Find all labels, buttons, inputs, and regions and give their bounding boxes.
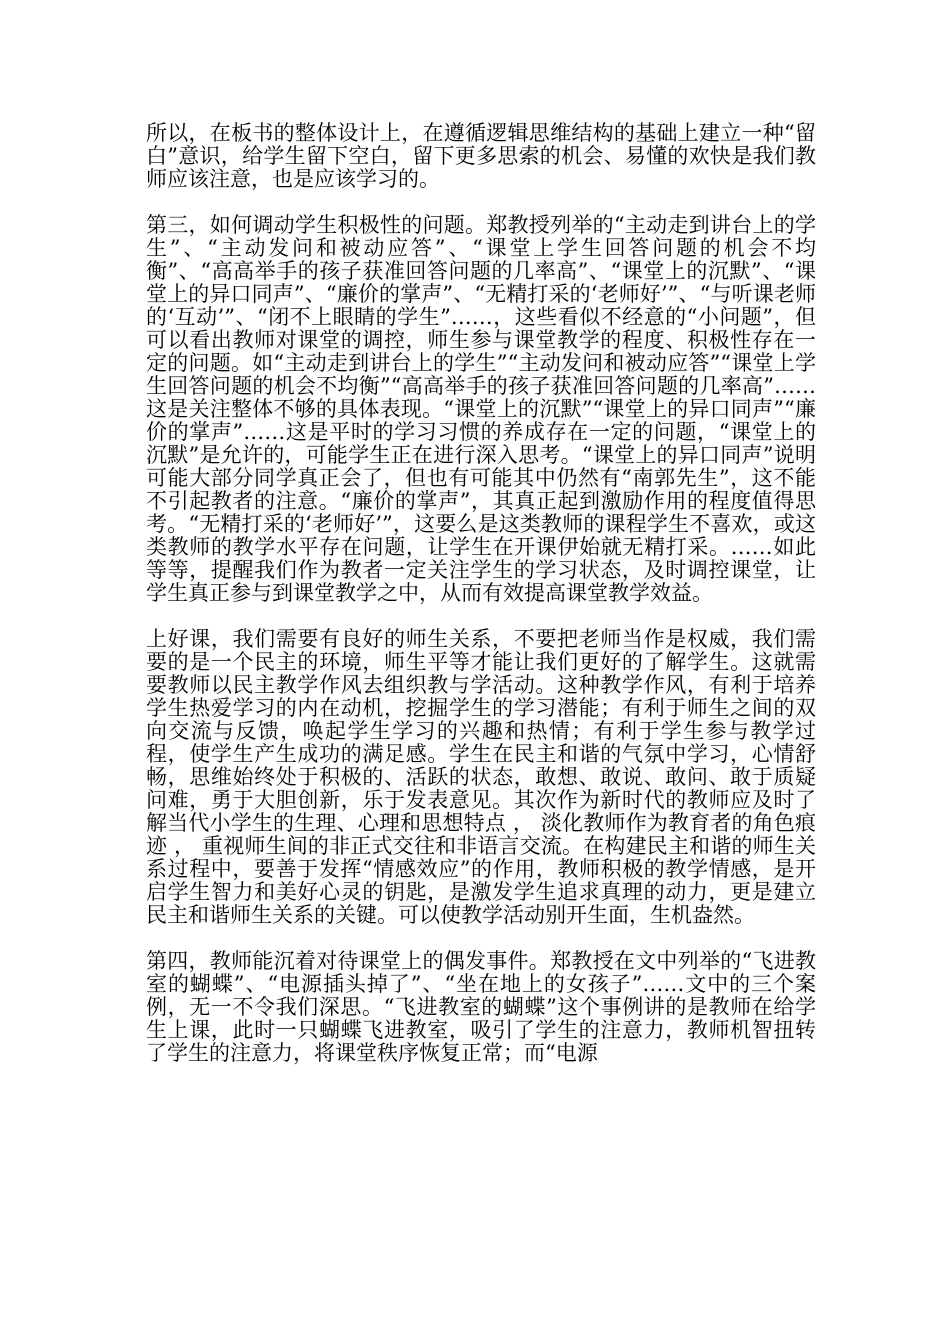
paragraph-fourth-classroom-incidents: 第四，教师能沉着对待课堂上的偶发事件。郑教授在文中列举的“飞进教室的蝴蝶”、“电源插头掉了”、“坐在地上的女孩子”……文中的三个案例，无一不令我们深思。“飞进教室的蝴蝶”这个事例讲的是教师在给学生上课，此时一只蝴蝶飞进教室，吸引了学生的注意力，教师机智扭转了学生的注意力，将课堂秩序恢复正常；而“电源 xyxy=(146,949,816,1065)
paragraph-third-student-engagement: 第三，如何调动学生积极性的问题。郑教授列举的“主动走到讲台上的学生”、“主动发问和被动应答”、“课堂上学生回答问题的机会不均衡”、“高高举手的孩子获准回答问题的几率高”、“课堂上的沉默”、“课堂上的异口同声”、“廉价的掌声”、“无精打采的‘老师好’”、“与听课老师的‘互动’”、“闭不上眼睛的学生”……，这些看似不经意的“小问题”，但可以看出教师对课堂的调控，师生参与课堂教学的程度、积极性存在一定的问题。如“主动走到讲台上的学生”“主动发问和被动应答”“课堂上学生回答问题的机会不均衡”“高高举手的孩子获准回答问题的几率高”……这是关注整体不够的具体表现。“课堂上的沉默”“课堂上的异口同声”“廉价的掌声”……这是平时的学习习惯的养成存在一定的问题，“课堂上的沉默”是允许的，可能学生正在进行深入思考。“课堂上的异口同声”说明可能大部分同学真正会了，但也有可能其中仍然有“南郭先生”，这不能不引起教者的注意。“廉价的掌声”，其真正起到激励作用的程度值得思考。“无精打采的‘老师好’”，这要么是这类教师的课程学生不喜欢，或这类教师的教学水平存在问题，让学生在开课伊始就无精打采。……如此等等，提醒我们作为教者一定关注学生的学习状态，及时调控课堂，让学生真正参与到课堂教学之中，从而有效提高课堂教学效益。 xyxy=(146,213,816,605)
paragraph-blackboard-design: 所以，在板书的整体设计上，在遵循逻辑思维结构的基础上建立一种“留白”意识，给学生留下空白，留下更多思索的机会、易懂的欢快是我们教师应该注意，也是应该学习的。 xyxy=(146,121,816,191)
paragraph-teacher-student-relationship: 上好课，我们需要有良好的师生关系，不要把老师当作是权威，我们需要的是一个民主的环境，师生平等才能让我们更好的了解学生。这就需要教师以民主教学作风去组织教与学活动。这种教学作风，有利于培养学生热爱学习的内在动机，挖掘学生的学习潜能；有利于师生之间的双向交流与反馈，唤起学生学习的兴趣和热情；有利于学生参与教学过程，使学生产生成功的满足感。学生在民主和谐的气氛中学习，心情舒畅，思维始终处于积极的、活跃的状态，敢想、敢说、敢问、敢于质疑问难，勇于大胆创新，乐于发表意见。其次作为新时代的教师应及时了解当代小学生的生理、心理和思想特点 ， 淡化教师作为教育者的角色痕迹 ， 重视师生间的非正式交往和非语言交流。在构建民主和谐的师生关系过程中，要善于发挥“情感效应”的作用，教师积极的教学情感，是开启学生智力和美好心灵的钥匙，是激发学生追求真理的动力，更是建立民主和谐师生关系的关键。可以使教学活动别开生面，生机盎然。 xyxy=(146,627,816,927)
document-body xyxy=(146,122,816,1088)
